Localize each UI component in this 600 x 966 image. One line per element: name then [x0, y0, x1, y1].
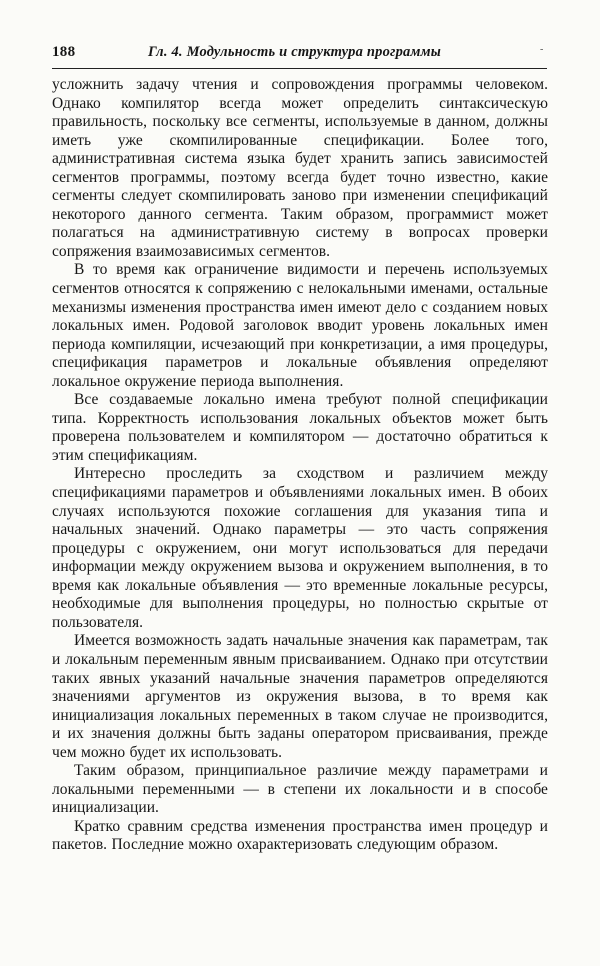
page-body — [52, 76, 548, 855]
page-header — [52, 44, 552, 66]
header-rule — [52, 68, 547, 69]
paragraph-continued: усложнить задачу чтения и сопровождения программы человеком. Однако компилятор всегда может определить синтаксическую правильность, поскольку все сегменты, используемые в данном, должны иметь уже скомпилированные спецификации. Более того, административная система языка будет хранить запись зависимостей сегментов программы, поэтому всегда будет точно известно, какие сегменты следует скомпилировать заново при изменении спецификаций некоторого данного сегмента. Таким образом, программист может полагаться на административную систему в вопросах проверки сопряжения взаимозависимых сегментов. — [52, 76, 548, 260]
margin-mark: - — [540, 44, 544, 55]
paragraph: Имеется возможность задать начальные значения как параметрам, так и локальным переменным явным присваиванием. Однако при отсутствии таких явных указаний начальные значения параметров определяются значениями аргументов из окружения вызова, в то время как инициализация локальных переменных в таком случае не производится, и их значения должны быть заданы оператором присваивания, прежде чем можно будет их использовать. — [52, 632, 548, 761]
paragraph: Кратко сравним средства изменения пространства имен процедур и пакетов. Последние можно охарактеризовать следующим образом. — [52, 817, 548, 854]
page-number: 188 — [52, 44, 76, 60]
paragraph: Таким образом, принципиальное различие между параметрами и локальными переменными — в степени их локальности и в способе инициализации. — [52, 762, 548, 817]
paragraph: Интересно проследить за сходством и различием между спецификациями параметров и объявлениями локальных имен. В обоих случаях используются похожие соглашения для указания типа и начальных значений. Однако параметры — это часть сопряжения процедуры с окружением, они могут использоваться для передачи информации между окружением вызова и окружением выполнения, в то время как локальные объявления — это временные локальные ресурсы, необходимые для выполнения процедуры, но полностью скрытые от пользователя. — [52, 465, 548, 631]
paragraph: В то время как ограничение видимости и перечень используемых сегментов относятся к сопряжению с нелокальными именами, остальные механизмы изменения пространства имен имеют дело с созданием новых локальных имен. Родовой заголовок вводит уровень локальных имен периода компиляции, исчезающий при конкретизации, а имя процедуры, спецификация параметров и локальные объявления определяют локальное окружение периода выполнения. — [52, 261, 548, 390]
paragraph: Все создаваемые локально имена требуют полной спецификации типа. Корректность использования локальных объектов может быть проверена пользователем и компилятором — достаточно обратиться к этим спецификациям. — [52, 391, 548, 464]
running-title: Гл. 4. Модульность и структура программы — [148, 44, 441, 60]
